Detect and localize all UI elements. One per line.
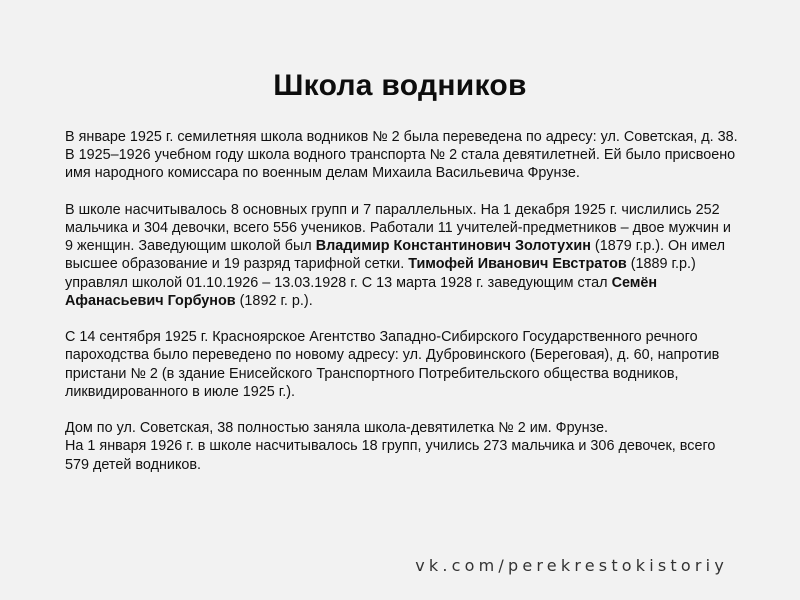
article-body [65, 128, 740, 474]
person-name-evstratov: Тимофей Иванович Евстратов [408, 256, 627, 273]
paragraph-2-text-2: (1879 г.р.). Он имел высшее образование и 19 разряд тарифной сетки. [65, 238, 725, 273]
paragraph-2-text-1: В школе насчитывалось 8 основных групп и 7 параллельных. На 1 декабря 1925 г. числились 252 мальчика и 304 девочки, всего 556 учеников. Работали 11 учителей-предметников – двое мужчин и 9 женщин. Заведующим школой был [65, 201, 731, 255]
paragraph-3: С 14 сентября 1925 г. Красноярское Агентство Западно-Сибирского Государственного речного пароходства было переведено по новому адресу: ул. Дубровинского (Береговая), д. 60, напротив пристани № 2 (в здание Енисейского Транспортного Потребительского общества водников, ликвидированного в июле 1925 г.). [65, 329, 720, 400]
page-title: Школа водников [273, 69, 527, 102]
paragraph-4-line-2: На 1 января 1926 г. в школе насчитывалось 18 групп, учились 273 мальчика и 306 девочек, всего 579 детей водников. [65, 438, 716, 473]
paragraph-1: В январе 1925 г. семилетняя школа водников № 2 была переведена по адресу: ул. Советская, д. 38. В 1925–1926 учебном году школа водного транспорта № 2 стала девятилетней. Ей было присвоено имя народного комиссара по военным делам Михаила Васильевича Фрунзе. [65, 129, 738, 182]
paragraph-4-line-1: Дом по ул. Советская, 38 полностью заняла школа-девятилетка № 2 им. Фрунзе. [65, 420, 608, 437]
paragraph-2 [65, 201, 740, 310]
source-link: vk.com/perekrestokistoriy [415, 556, 728, 575]
person-name-gorbunov: Семён Афанасьевич Горбунов [65, 274, 658, 309]
paragraph-2-text-3: (1889 г.р.) управлял школой 01.10.1926 – 13.03.1928 г. С 13 марта 1928 г. заведующим стал [65, 256, 696, 291]
paragraph-2-text-4: (1892 г. р.). [235, 292, 313, 309]
paragraph-4 [65, 419, 740, 474]
person-name-zolotukhin: Владимир Константинович Золотухин [315, 238, 591, 255]
